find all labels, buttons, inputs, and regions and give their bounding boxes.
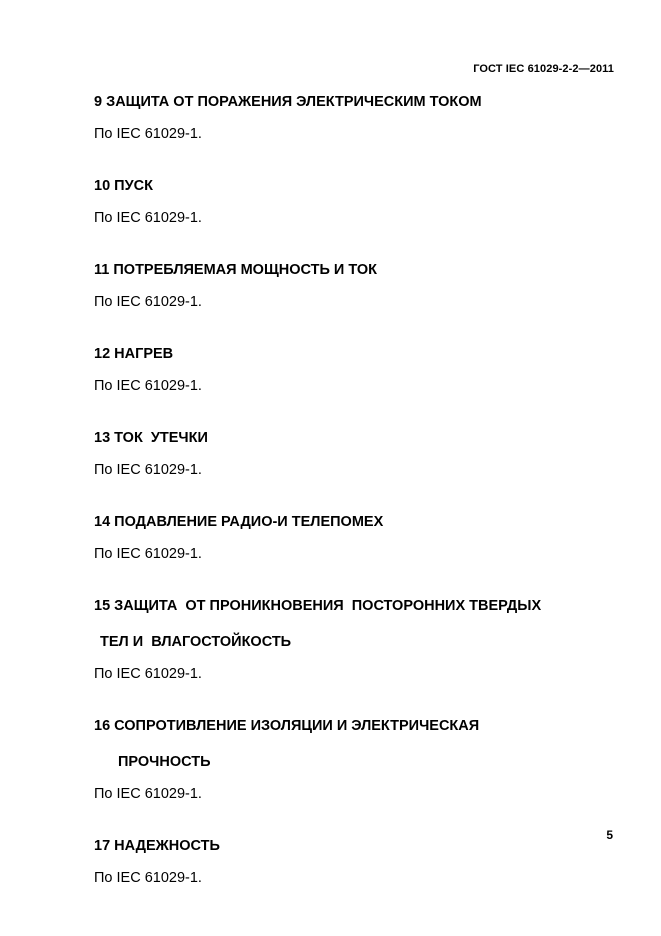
document-body (94, 92, 624, 920)
section-16 (94, 716, 624, 804)
section-heading (94, 176, 624, 196)
section-body: По IEC 61029-1. (94, 546, 202, 562)
section-title: ПОДАВЛЕНИЕ РАДИО-И ТЕЛЕПОМЕХ (114, 514, 384, 530)
section-body: По IEC 61029-1. (94, 126, 202, 142)
section-number: 10 (94, 178, 111, 194)
section-14 (94, 512, 624, 564)
document-header: ГОСТ IEC 61029-2-2—2011 (473, 63, 614, 75)
page-number: 5 (606, 828, 613, 842)
section-title: ЗАЩИТА ОТ ПОРАЖЕНИЯ ЭЛЕКТРИЧЕСКИМ ТОКОМ (106, 94, 482, 110)
section-heading (94, 716, 624, 772)
section-title: ПУСК (114, 178, 153, 194)
section-number: 15 (94, 598, 111, 614)
section-number: 16 (94, 718, 111, 734)
section-number: 9 (94, 94, 103, 110)
section-body: По IEC 61029-1. (94, 666, 202, 682)
section-title: ПОТРЕБЛЯЕМАЯ МОЩНОСТЬ И ТОК (113, 262, 377, 278)
section-number: 12 (94, 346, 111, 362)
section-title-continuation: ТЕЛ И ВЛАГОСТОЙКОСТЬ (100, 634, 292, 650)
section-heading (94, 512, 624, 532)
section-9 (94, 92, 624, 144)
section-title-continuation: ПРОЧНОСТЬ (118, 754, 211, 770)
section-number: 13 (94, 430, 111, 446)
section-10 (94, 176, 624, 228)
section-heading (94, 92, 624, 112)
section-body: По IEC 61029-1. (94, 210, 202, 226)
section-body: По IEC 61029-1. (94, 294, 202, 310)
section-body: По IEC 61029-1. (94, 870, 202, 886)
section-heading (94, 596, 624, 652)
section-number: 17 (94, 838, 111, 854)
section-title: НАГРЕВ (114, 346, 174, 362)
section-title: ЗАЩИТА ОТ ПРОНИКНОВЕНИЯ ПОСТОРОННИХ ТВЕРДЫХ (114, 598, 542, 614)
section-15 (94, 596, 624, 684)
section-body: По IEC 61029-1. (94, 462, 202, 478)
section-heading (94, 836, 624, 856)
section-13 (94, 428, 624, 480)
section-title: НАДЕЖНОСТЬ (114, 838, 220, 854)
section-title: СОПРОТИВЛЕНИЕ ИЗОЛЯЦИИ И ЭЛЕКТРИЧЕСКАЯ (114, 718, 480, 734)
section-heading (94, 344, 624, 364)
section-title: ТОК УТЕЧКИ (114, 430, 208, 446)
section-heading (94, 428, 624, 448)
section-number: 14 (94, 514, 111, 530)
section-17 (94, 836, 624, 888)
section-heading (94, 260, 624, 280)
section-11 (94, 260, 624, 312)
section-body: По IEC 61029-1. (94, 378, 202, 394)
section-body: По IEC 61029-1. (94, 786, 202, 802)
section-12 (94, 344, 624, 396)
section-number: 11 (94, 262, 110, 278)
